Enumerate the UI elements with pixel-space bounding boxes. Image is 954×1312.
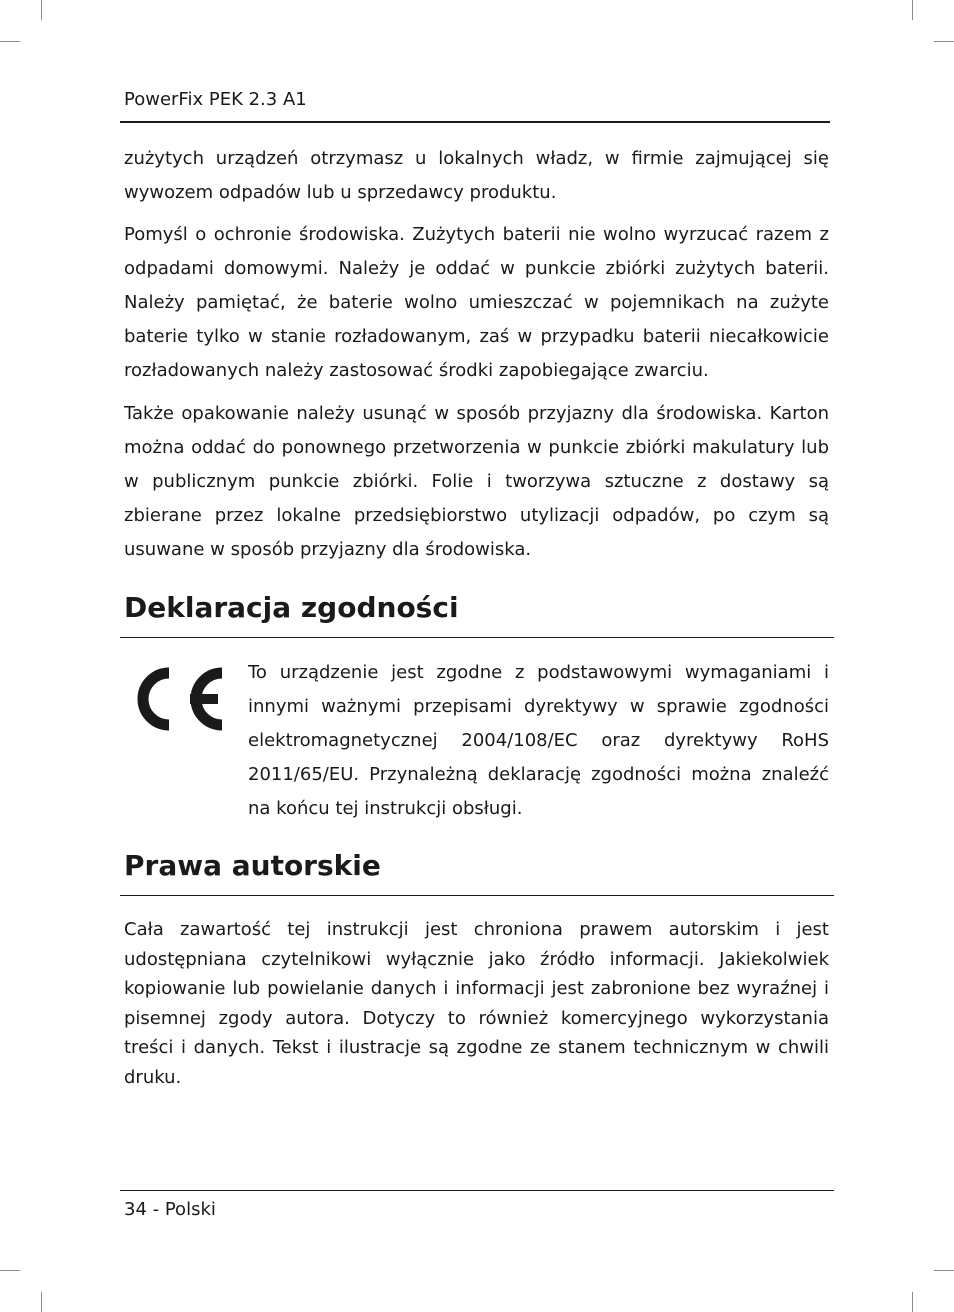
crop-mark [41, 0, 42, 20]
section-heading-conformity: Deklaracja zgodności [124, 591, 459, 624]
body-paragraph: Także opakowanie należy usunąć w sposób przyjazny dla środowiska. Karton można oddać do ponownego przetworzenia w punkcie zbiórki makulatury lub w publicznym punkcie zbiórki. Folie i tworzywa sztuczne z dostawy są zbierane przez lokalne przedsiębiorstwo utylizacji odpadów, po czym są usuwane w sposób przyjazny dla środowiska. [124, 403, 829, 560]
crop-mark [934, 41, 954, 42]
crop-mark [0, 1270, 20, 1271]
crop-mark [912, 0, 913, 20]
crop-mark [41, 1292, 42, 1312]
footer-rule [120, 1190, 834, 1191]
crop-mark [934, 1270, 954, 1271]
page-number: 34 - Polski [124, 1199, 216, 1220]
body-paragraph: zużytych urządzeń otrzymasz u lokalnych władz, w firmie zajmującej się wywozem odpadów lub u sprzedawcy produktu. [124, 148, 829, 203]
crop-mark [912, 1292, 913, 1312]
body-paragraph: Pomyśl o ochronie środowiska. Zużytych baterii nie wolno wyrzucać razem z odpadami domowymi. Należy je oddać w punkcie zbiórki zużytych baterii. Należy pamiętać, że baterie wolno umieszczać w pojemnikach na zużyte baterie tylko w stanie rozładowanym, zaś w przypadku baterii niecałkowicie rozładowanych należy zastosować środki zapobiegające zwarciu. [124, 224, 829, 381]
ce-mark-icon [124, 663, 226, 735]
header-rule [120, 121, 830, 123]
crop-mark [0, 41, 20, 42]
section-heading-copyright: Prawa autorskie [124, 849, 381, 882]
section-rule [120, 895, 834, 896]
copyright-text: Cała zawartość tej instrukcji jest chroniona prawem autorskim i jest udostępniana czytelnikowi wyłącznie jako źródło informacji. Jakiekolwiek kopiowanie lub powielanie danych i informacji jest zabronione bez wyraźnej i pisemnej zgody autora. Dotyczy to również komercyjnego wykorzystania treści i danych. Tekst i ilustracje są zgodne ze stanem technicznym w chwili druku. [124, 919, 829, 1088]
conformity-text: To urządzenie jest zgodne z podstawowymi wymaganiami i innymi ważnymi przepisami dyrektywy w sprawie zgodności elektromagnetycznej 2004/108/EC oraz dyrektywy RoHS 2011/65/EU. Przynależną deklarację zgodności można znaleźć na końcu tej instrukcji obsługi. [248, 662, 829, 819]
running-header: PowerFix PEK 2.3 A1 [124, 89, 307, 110]
section-rule [120, 637, 834, 638]
